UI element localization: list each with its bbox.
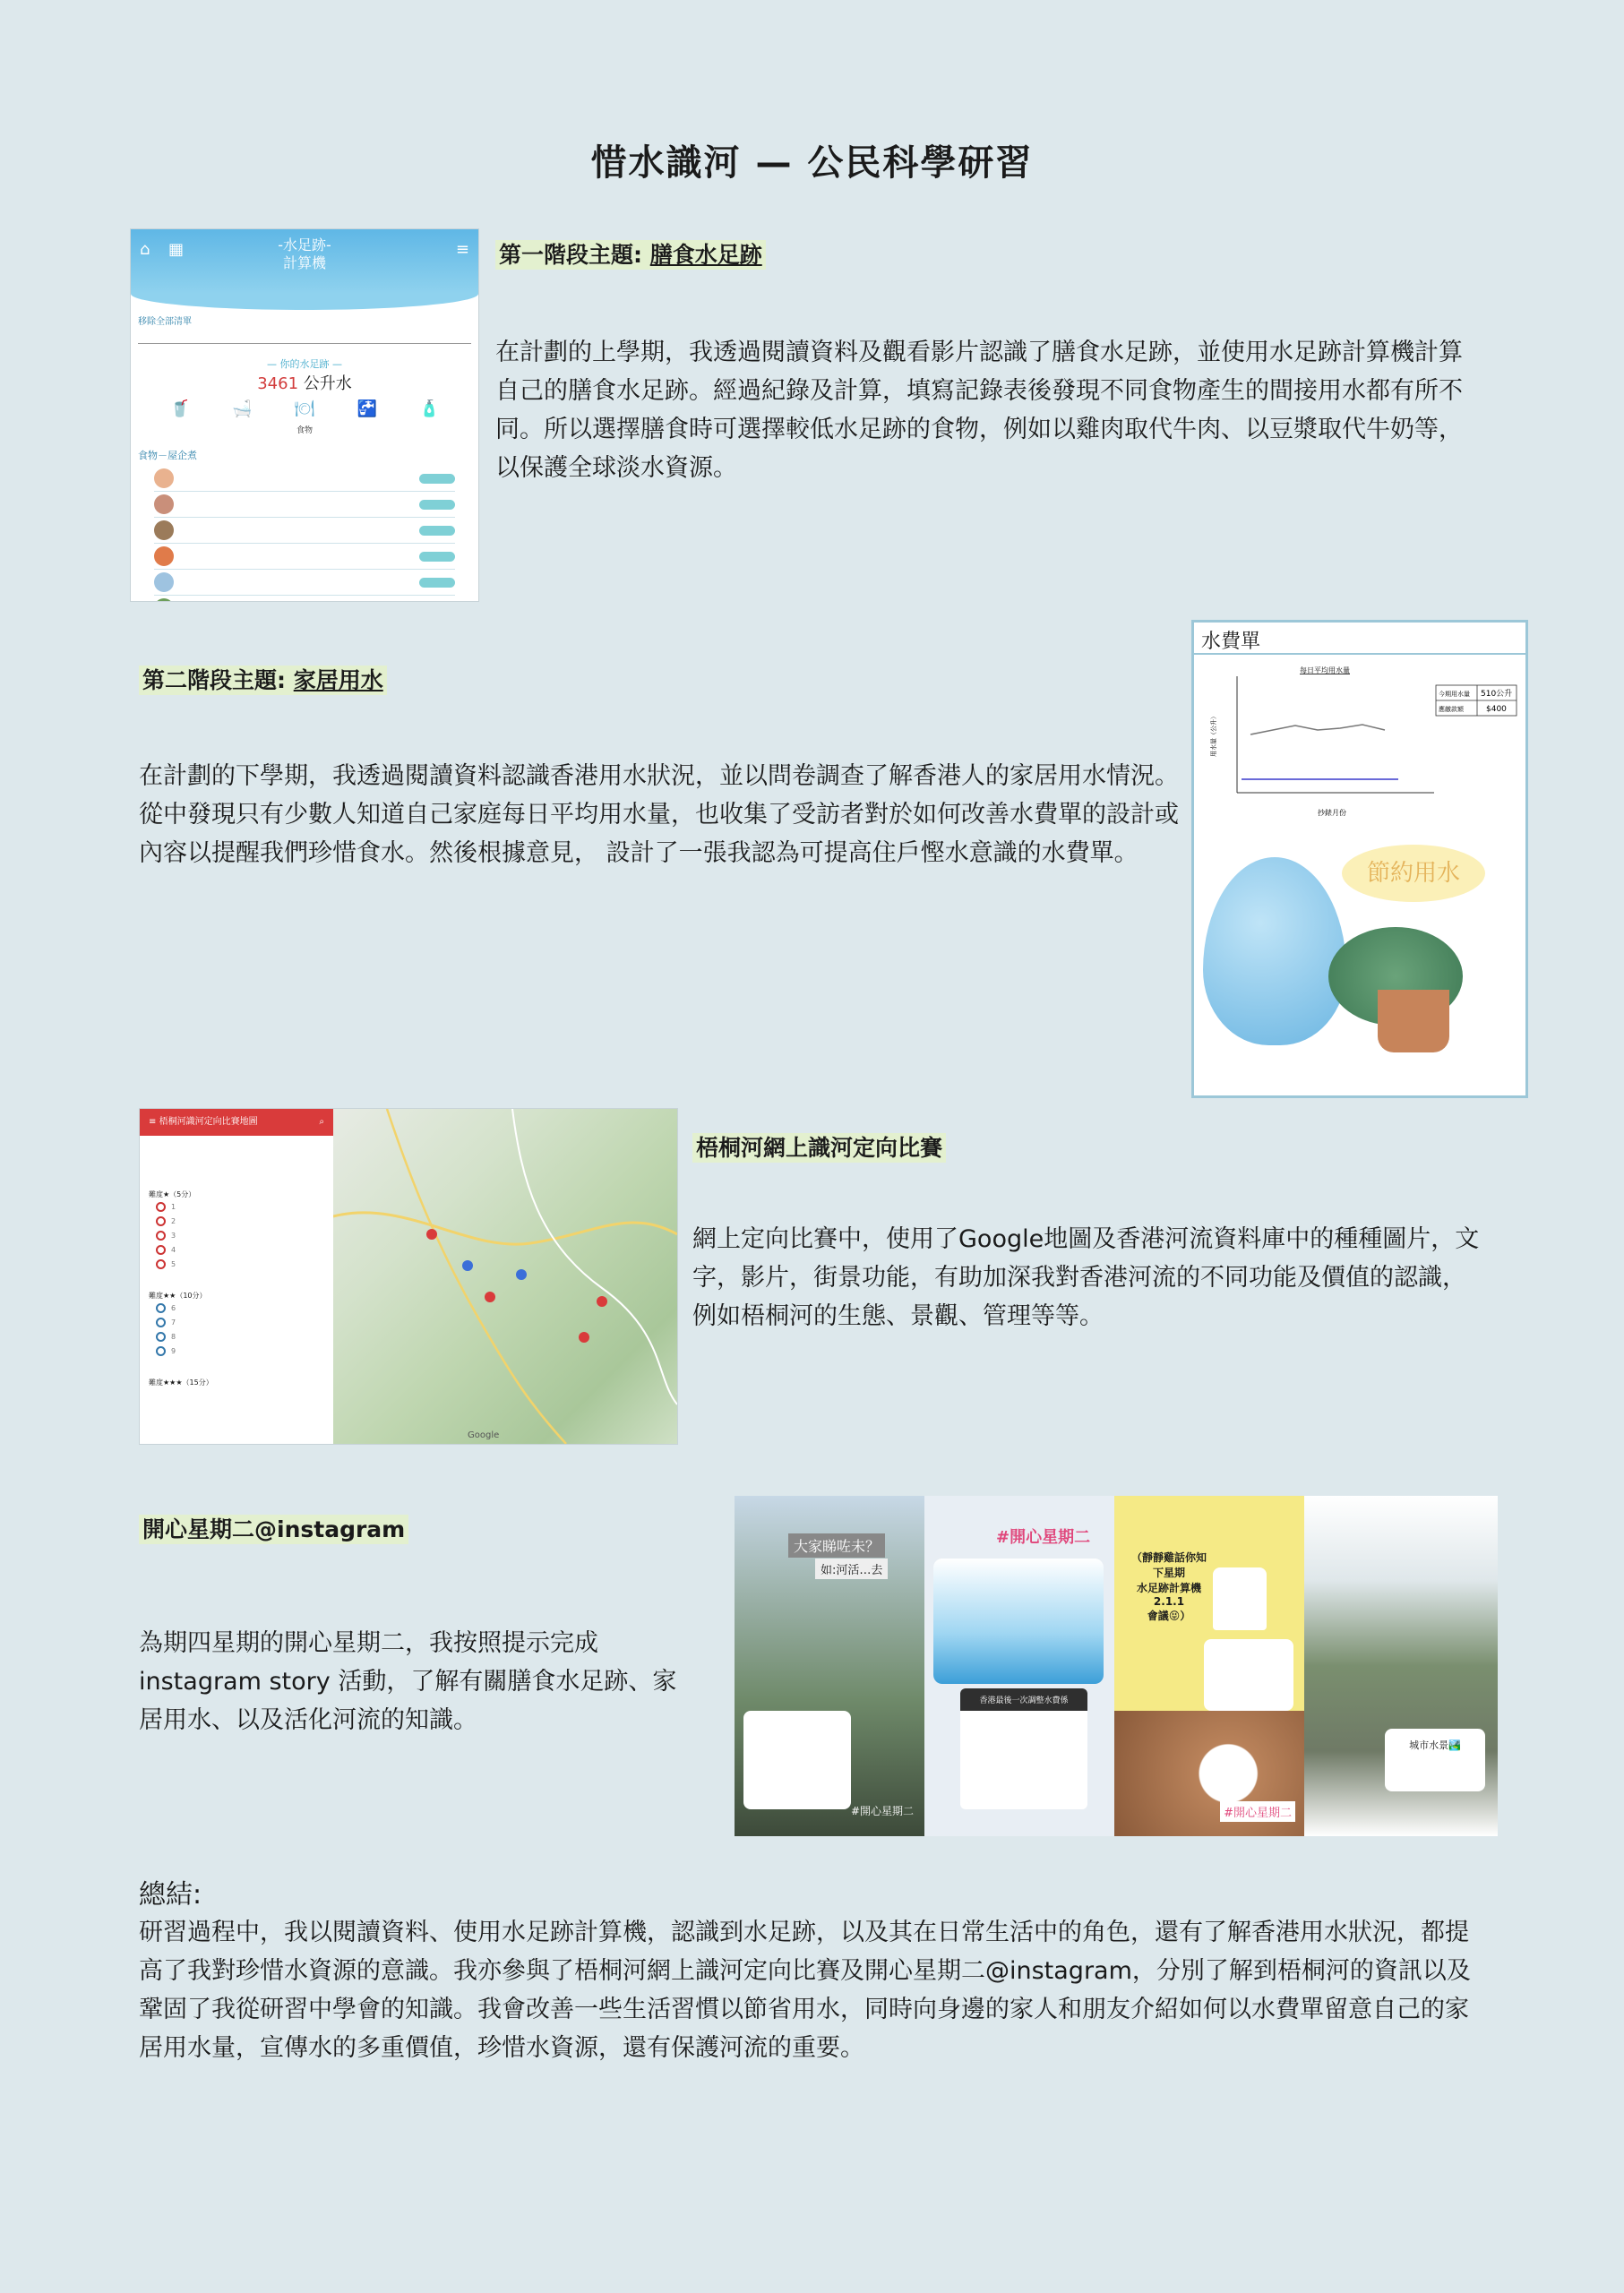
map-marker-item[interactable]: 1: [156, 1199, 333, 1214]
water-drop-mascot: [1203, 857, 1346, 1045]
food-row: [154, 518, 455, 544]
map-level2-label[interactable]: 難度★★（10分）: [149, 1292, 207, 1300]
story1-poll[interactable]: [743, 1711, 851, 1809]
section2-heading-link[interactable]: 家居用水: [293, 667, 383, 693]
grid-icon: ▦: [168, 240, 185, 259]
home-icon: ⌂: [140, 240, 150, 259]
water-bill-label: 水費單: [1201, 631, 1261, 653]
map-marker-item[interactable]: 4: [156, 1242, 333, 1257]
chart-line-average: [1250, 725, 1385, 734]
map-view[interactable]: [333, 1109, 677, 1444]
map-marker-item[interactable]: 3: [156, 1228, 333, 1242]
story-card: [1114, 1496, 1304, 1836]
footprint-total: 3461: [257, 374, 299, 393]
story-card: [735, 1496, 924, 1836]
water-amount-value: 510公升: [1481, 690, 1513, 699]
food-row: [154, 570, 455, 596]
fee-value: $400: [1486, 705, 1507, 714]
search-icon[interactable]: ⌕: [319, 1117, 324, 1127]
milk-jug-image: [1213, 1567, 1267, 1630]
water-glass-icon: 🥤: [169, 399, 190, 418]
app-title-line1: -水足跡-: [278, 236, 331, 253]
story2-image: [933, 1559, 1104, 1684]
food-row: [154, 466, 455, 492]
map-marker-item[interactable]: 8: [156, 1329, 333, 1344]
section4-body: 為期四星期的開心星期二，我按照提示完成instagram story 活動，了解有關膳食水足跡、家居用水、以及活化河流的知識。: [139, 1629, 677, 1734]
story1-link[interactable]: 如:河活…去: [815, 1559, 888, 1579]
map-marker-item[interactable]: 2: [156, 1214, 333, 1228]
story2-quiz[interactable]: [960, 1711, 1087, 1809]
fee-label: 應繳款額: [1439, 706, 1464, 713]
section1-heading-link[interactable]: 膳食水足跡: [649, 242, 762, 268]
food-row: [154, 492, 455, 518]
google-watermark: Google: [468, 1430, 500, 1440]
chart-title: 每日平均用水量: [1300, 666, 1350, 674]
app-title-line2: 計算機: [282, 254, 326, 271]
section3-body: 網上定向比賽中，使用了Google地圖及香港河流資料庫中的種種圖片，文字，影片，街景功能，有助加深我對香港河流的不同功能及價值的認識，例如梧桐河的生態、景觀、管理等等。: [692, 1225, 1480, 1330]
tab-food[interactable]: 食物: [296, 426, 313, 435]
map-level3-label[interactable]: 難度★★★（15分）: [149, 1378, 213, 1387]
plant-pot: [1378, 990, 1449, 1052]
bottle-icon: 🧴: [418, 399, 440, 418]
footprint-unit: 公升水: [303, 374, 352, 393]
story-card: [924, 1496, 1114, 1836]
orienteering-map-screenshot: [139, 1108, 678, 1445]
water-amount-label: 今期用水量: [1439, 691, 1470, 698]
story3-poll[interactable]: [1204, 1639, 1293, 1711]
section2-body: 在計劃的下學期，我透過閱讀資料認識香港用水狀況，並以問卷調查了解香港人的家居用水情況。從中發現只有少數人知道自己家庭每日平均用水量，也收集了受訪者對於如何改善水費單的設計或內容以提醒我們珍惜食水。然後根據意見， 設計了一張我認為可提高住戶慳水意識的水費單。: [139, 762, 1179, 867]
page-title: 惜水識河 — 公民科學研習: [590, 142, 1034, 184]
menu-icon[interactable]: ≡: [149, 1117, 157, 1127]
map-roads: [333, 1109, 677, 1444]
story3-text: （靜靜雞話你知 下星期 水足跡計算機 2.1.1 會議😝）: [1130, 1551, 1207, 1622]
map-marker-item[interactable]: 7: [156, 1315, 333, 1329]
food-category-label: 食物－屋企煮: [138, 450, 197, 461]
food-row: [154, 596, 455, 602]
bath-icon: 🛁: [232, 399, 253, 418]
story2-tag: #開心星期二: [996, 1528, 1091, 1547]
map-level1-label[interactable]: 難度★（5分）: [149, 1190, 196, 1198]
clear-list-label: 移除全部清單: [138, 317, 192, 327]
water-usage-chart: [1201, 658, 1518, 837]
section1-body: 在計劃的上學期，我透過閱讀資料及觀看影片認識了膳食水足跡，並使用水足跡計算機計算自己的膳食水足跡。經過紀錄及計算，填寫記錄表後發現不同食物產生的間接用水都有所不同。所以選擇膳食時可選擇較低水足跡的食物，例如以雞肉取代牛肉、以豆漿取代牛奶等，以保護全球淡水資源。: [495, 339, 1463, 482]
water-footprint-app-screenshot: [130, 228, 479, 602]
story-card: [1304, 1496, 1498, 1836]
map-marker-item[interactable]: 6: [156, 1301, 333, 1315]
food-row: [154, 544, 455, 570]
food-icon: 🍽: [294, 399, 315, 418]
summary-body: 研習過程中，我以閱讀資料、使用水足跡計算機，認識到水足跡，以及其在日常生活中的角色，還有了解香港用水狀況，都提高了我對珍惜水資源的意識。我亦參與了梧桐河網上識河定向比賽及開心星期二@instagram，分別了解到梧桐河的資訊以及鞏固了我從研習中學會的知識。我會改善一些生活習慣以節省用水，同時向身邊的家人和朋友介紹如何以水費單留意自己的家居用水量，宣傳水的多重價值，珍惜水資源，還有保護河流的重要。: [139, 1919, 1471, 2062]
mascot-speech-bubble: 節約用水: [1342, 845, 1485, 902]
section1-heading: 第一階段主題: 膳食水足跡: [495, 237, 766, 270]
story3-tag: #開心星期二: [1220, 1801, 1295, 1822]
your-footprint-label: — 你的水足跡 —: [267, 358, 342, 370]
summary-heading: 總結:: [139, 1879, 202, 1911]
story4-sticker[interactable]: [1385, 1729, 1485, 1791]
section2-heading: 第二階段主題: 家居用水: [139, 663, 387, 695]
story2-question: 香港最後一次調整水費係: [960, 1688, 1087, 1711]
water-bill-design: [1191, 620, 1528, 1098]
story1-question: 大家睇咗未？: [788, 1533, 885, 1558]
map-marker-item[interactable]: 5: [156, 1257, 333, 1271]
chart-ylabel: 用水量（公升）: [1210, 713, 1217, 757]
menu-icon: ≡: [455, 240, 469, 259]
chart-xlabel: 抄錶月份: [1318, 809, 1346, 817]
map-header-title: 梧桐河識河定向比賽地圖: [159, 1117, 258, 1127]
section4-heading: 開心星期二@instagram: [139, 1512, 408, 1544]
map-marker-item[interactable]: 9: [156, 1344, 333, 1358]
sink-icon: 🚰: [357, 399, 377, 418]
instagram-stories-collage: [735, 1496, 1498, 1836]
story1-tag: #開心星期二: [851, 1805, 915, 1817]
section3-heading: 梧桐河網上識河定向比賽: [692, 1130, 946, 1163]
story4-tag: 城市水景🏞️: [1409, 1739, 1461, 1751]
